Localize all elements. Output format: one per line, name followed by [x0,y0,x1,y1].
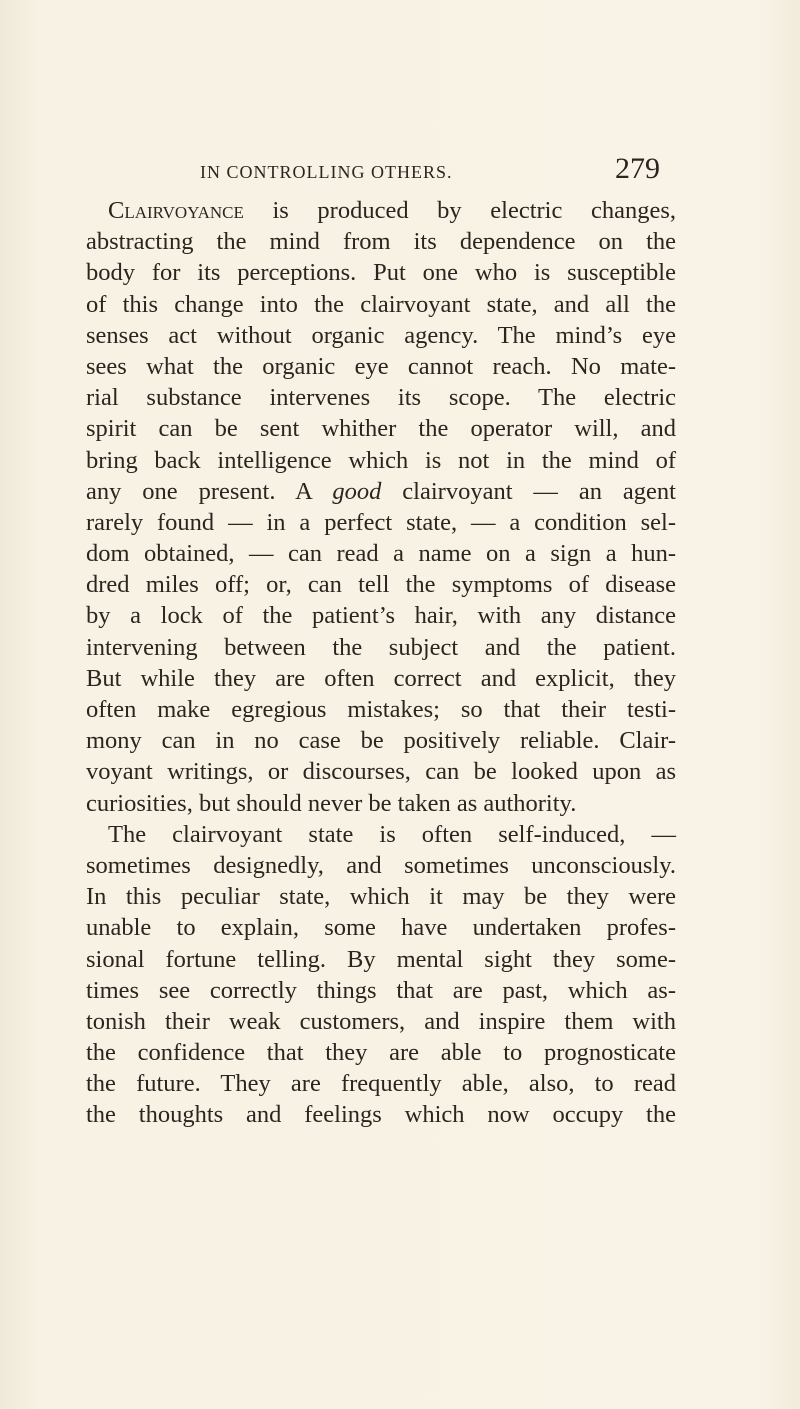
text-line: tonish their weak customers, and inspire them with [86,1007,676,1035]
text-line: abstracting the mind from its dependence on the [86,228,676,256]
body-text [86,195,676,1131]
paragraph-lead-word: Clairvoyance [108,197,244,224]
running-head: IN CONTROLLING OTHERS. [200,162,453,182]
text-line: the thoughts and feelings which now occupy the [86,1101,676,1129]
text-line: voyant writings, or discourses, can be looked upon as [86,758,676,786]
text-line: mony can in no case be positively reliable. Clair- [86,727,676,755]
text-line [86,476,676,507]
text-line: bring back intelligence which is not in the mind of [86,446,676,474]
text-line: by a lock of the patient’s hair, with any distance [86,602,676,630]
text-line: unable to explain, some have undertaken profes- [86,914,676,942]
text-line: But while they are often correct and explicit, they [86,664,676,692]
text-line: sional fortune telling. By mental sight they some- [86,945,676,973]
text-line: often make egregious mistakes; so that their testi- [86,696,676,723]
text-line [86,195,676,226]
text-line: In this peculiar state, which it may be they were [86,883,676,911]
emphasized-word: good [332,477,382,505]
text-line: times see correctly things that are past, which as- [86,976,676,1004]
text-line: The clairvoyant state is often self-induced, — [108,820,676,848]
text-line: body for its perceptions. Put one who is susceptible [86,259,676,287]
text-line: rial substance intervenes its scope. The electric [86,384,676,412]
text-line: curiosities, but should never be taken as authority. [86,789,577,817]
text-line: spirit can be sent whither the operator will, and [86,415,676,443]
text-line: intervening between the subject and the patient. [86,633,676,661]
line-text: any one present. A [86,477,333,505]
page-number: 279 [615,152,660,185]
text-line: sometimes designedly, and sometimes unconsciously. [86,851,676,879]
text-line: dred miles off; or, can tell the symptoms of disease [86,571,676,599]
text-line: senses act without organic agency. The mind’s eye [86,321,676,349]
line-text: clairvoyant — an agent [381,477,676,505]
text-line: dom obtained, — can read a name on a sign a hun- [86,540,676,568]
text-line: the future. They are frequently able, also, to read [86,1070,676,1098]
text-line: the confidence that they are able to prognosticate [86,1039,676,1067]
page-header [200,152,660,188]
text-line: rarely found — in a perfect state, — a condition sel- [86,508,676,536]
text-line: of this change into the clairvoyant state, and all the [86,290,676,318]
text-line: sees what the organic eye cannot reach. No mate- [86,352,676,380]
line-text: is produced by electric changes, [243,197,676,224]
